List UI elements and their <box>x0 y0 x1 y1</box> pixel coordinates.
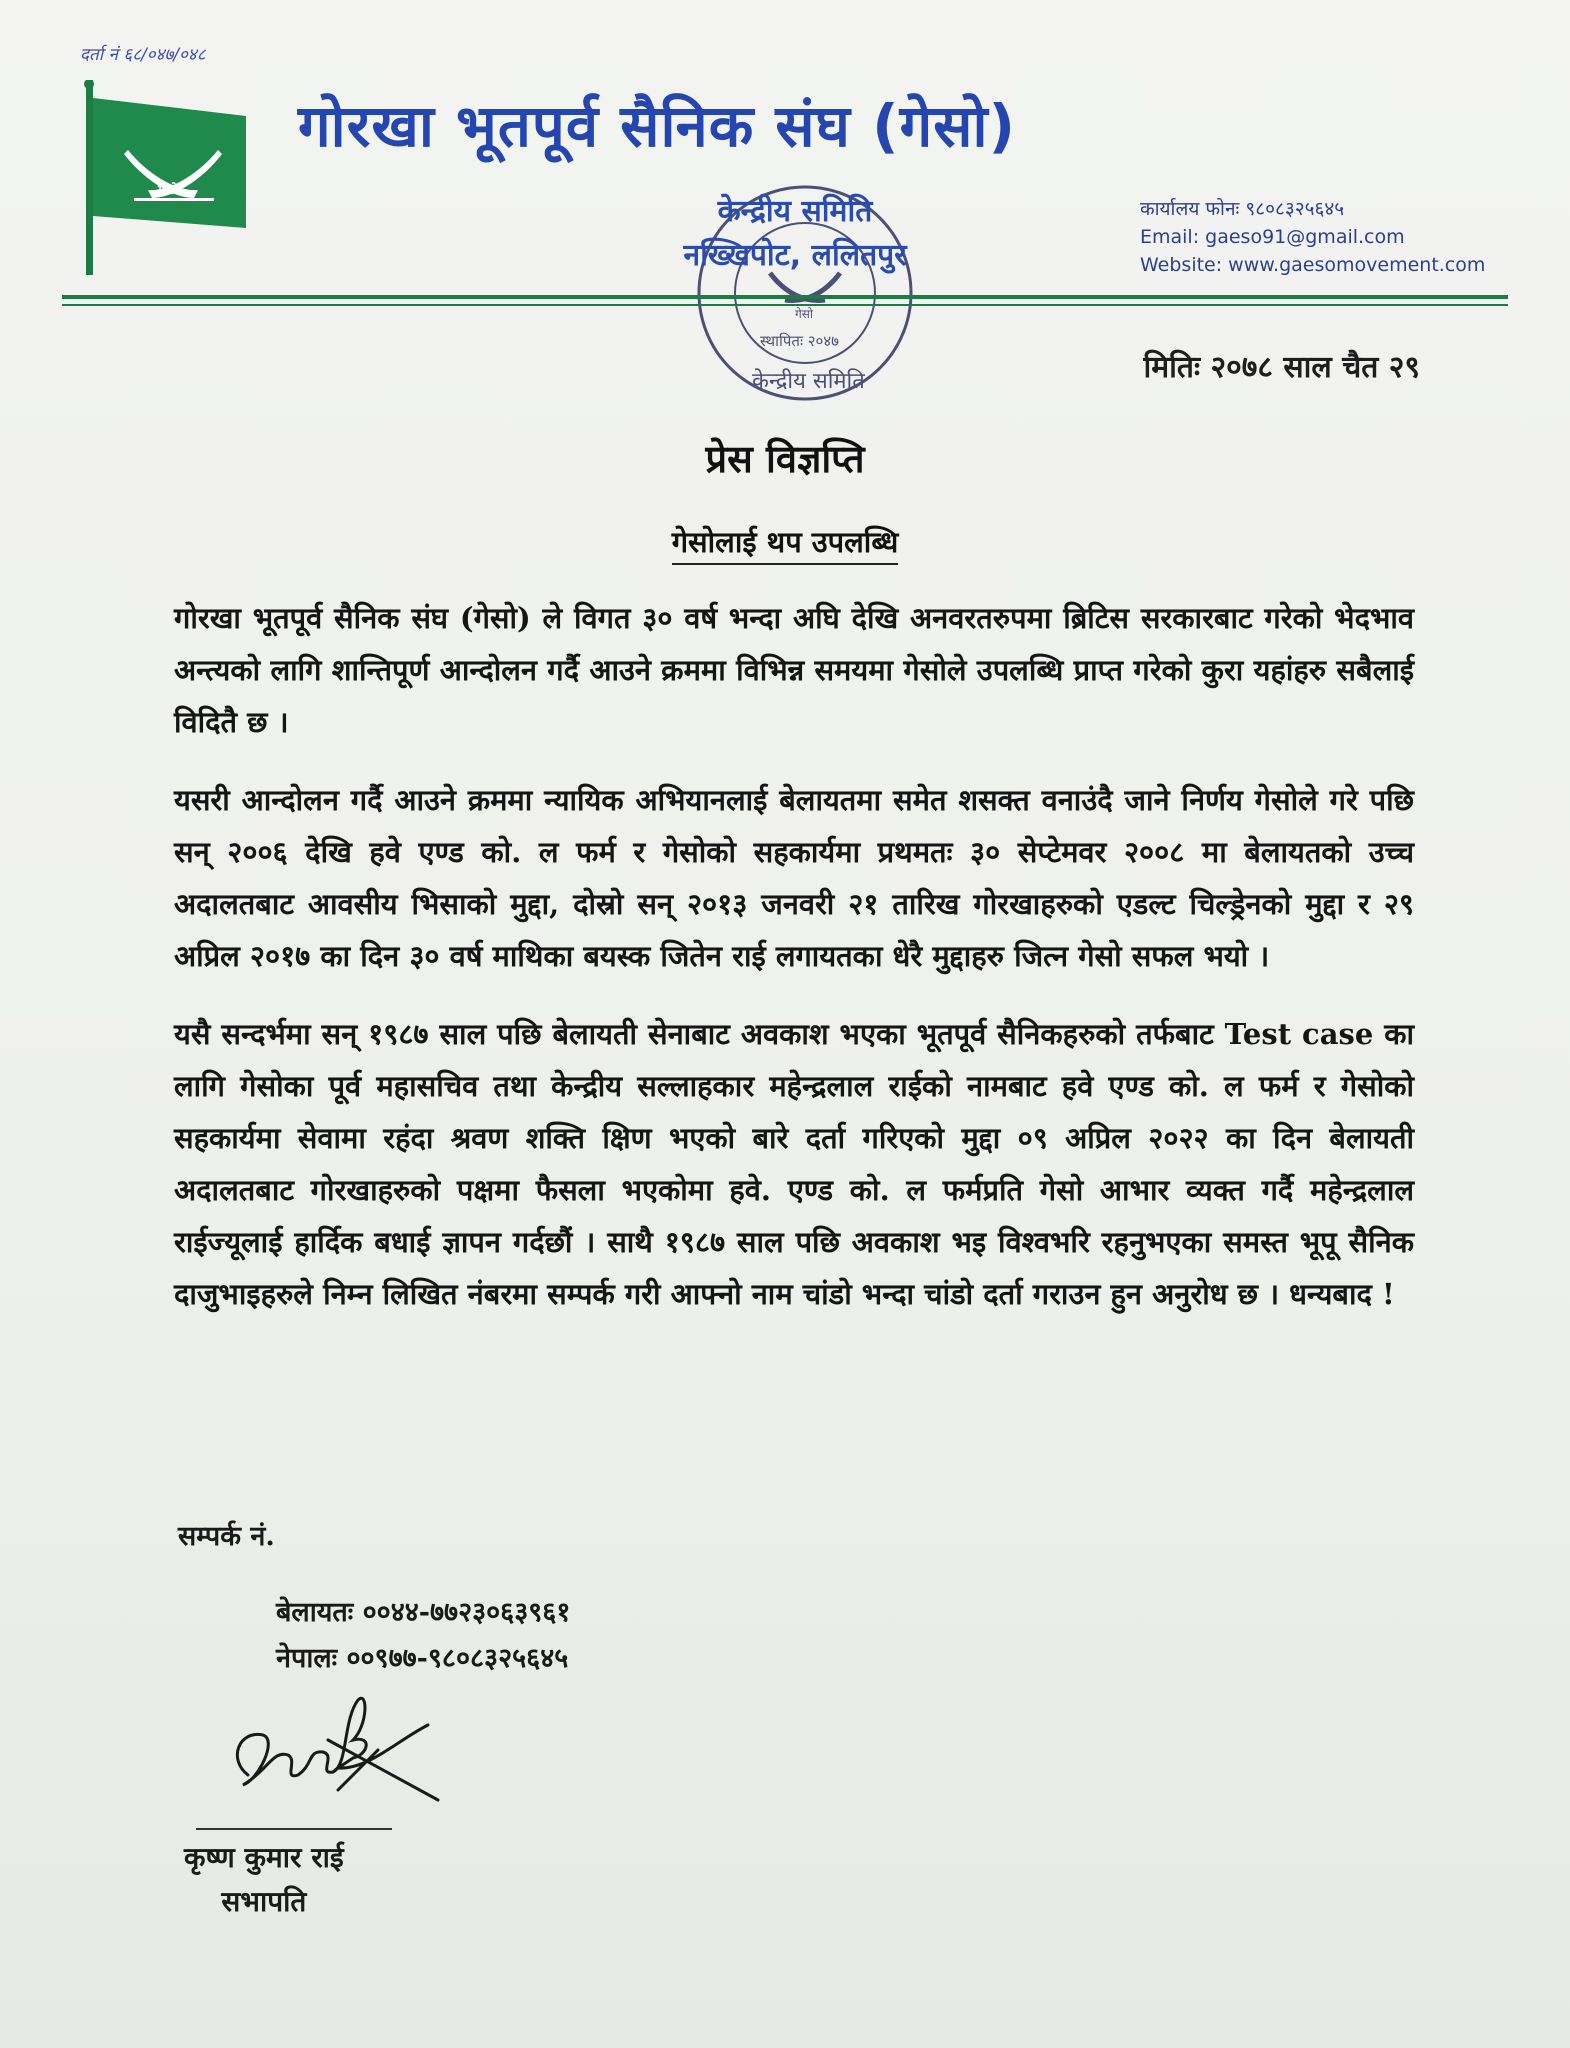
svg-text:गेसो: गेसो <box>795 307 813 321</box>
header-divider <box>62 295 1508 299</box>
header-contact-info <box>1140 195 1485 279</box>
paragraph-1: गोरखा भूतपूर्व सैनिक संघ (गेसो) ले विगत ३० वर्ष भन्दा अघि देखि अनवरतरुपमा ब्रिटिस सरकारबाट गरेको भेदभाव अन्त्यको लागि शान्तिपूर्ण आन्दोलन गर्दै आउने क्रममा विभिन्न समयमा गेसोले उपलब्धि प्राप्त गरेको कुरा यहांहरु सबैलाई विदितै छ । <box>174 601 1414 739</box>
date: मितिः २०७८ साल चैत २९ <box>1143 350 1420 385</box>
gaeso-flag-logo <box>78 80 258 275</box>
contact-label: सम्पर्क नं. <box>178 1521 275 1552</box>
committee-line-1: केन्द्रीय समिति <box>717 194 873 229</box>
svg-text:गेसो: गेसो <box>158 183 178 198</box>
header-divider-thin <box>62 304 1508 306</box>
subject-heading <box>0 522 1570 561</box>
contact-numbers <box>276 1590 570 1682</box>
svg-text:केन्द्रीय समिति: केन्द्रीय समिति <box>752 369 865 394</box>
paragraph-3: यसै सन्दर्भमा सन् १९८७ साल पछि बेलायती सेनाबाट अवकाश भएका भूतपूर्व सैनिकहरुको तर्फबाट Test case का लागि गेसोका पूर्व महासचिव तथा केन्द्रीय सल्लाहकार महेन्द्रलाल राईको नामबाट हवे एण्ड को. ल फर्म र गेसोको सहकार्यमा सेवामा रहंदा श्रवण शक्ति क्षिण भएको बारे दर्ता गरिएको मुद्दा ०९ अप्रिल २०२२ का दिन बेलायती अदालतबाट गोरखाहरुको पक्षमा फैसला भएकोमा हवे. एण्ड को. ल फर्मप्रति गेसो आभार व्यक्त गर्दै महेन्द्रलाल राईज्यूलाई हार्दिक बधाई ज्ञापन गर्दछौं । साथै १९८७ साल पछि अवकाश भइ विश्वभरि रहनुभएका समस्त भूपू सैनिक दाजुभाइहरुले निम्न लिखित नंबरमा सम्पर्क गरी आफ्नो नाम चांडो भन्दा चांडो दर्ता गराउन हुन अनुरोध छ । धन्यबाद ! <box>174 1017 1414 1311</box>
subject-text: गेसोलाई थप उपलब्धि <box>672 525 899 565</box>
paragraph-2: यसरी आन्दोलन गर्दै आउने क्रममा न्यायिक अभियानलाई बेलायतमा समेत शसक्त वनाउंदै जाने निर्णय गेसोले गरे पछि सन् २००६ देखि हवे एण्ड को. ल फर्म र गेसोको सहकार्यमा प्रथमतः ३० सेप्टेमवर २००८ मा बेलायतको उच्च अदालतबाट आवसीय भिसाको मुद्दा, दोस्रो सन् २०१३ जनवरी २१ तारिख गोरखाहरुको एडल्ट चिल्ड्रेनको मुद्दा र २९ अप्रिल २०१७ का दिन ३० वर्ष माथिका बयस्क जितेन राई लगायतका धेरै मुद्दाहरु जित्न गेसो सफल भयो । <box>174 783 1414 973</box>
website: Website: www.gaesomovement.com <box>1140 254 1486 276</box>
committee-address <box>680 190 910 278</box>
body-text <box>174 592 1414 1346</box>
office-phone: कार्यालय फोनः ९८०८३२५६४५ <box>1140 198 1345 220</box>
signatory-position: सभापति <box>221 1885 307 1918</box>
organization-name: गोरखा भूतपूर्व सैनिक संघ (गेसो) <box>298 92 1017 160</box>
nepal-phone: नेपालः ००९७७-९८०८३२५६४५ <box>276 1643 569 1674</box>
email: Email: gaeso91@gmail.com <box>1140 226 1405 248</box>
document-title: प्रेस विज्ञप्ति <box>705 437 865 481</box>
signatory <box>184 1836 344 1924</box>
signature-line <box>196 1828 392 1830</box>
uk-phone: बेलायतः ००४४-७७२३०६३९६१ <box>276 1597 571 1628</box>
svg-text:स्थापितः २०४७: स्थापितः २०४७ <box>760 332 839 350</box>
registration-number: दर्ता नं ६८/०४७/०४८ <box>80 45 206 65</box>
signatory-name: कृष्ण कुमार राई <box>184 1841 344 1874</box>
committee-line-2: नख्खिपोट, ललितपुर <box>683 238 907 273</box>
signature <box>218 1680 458 1830</box>
